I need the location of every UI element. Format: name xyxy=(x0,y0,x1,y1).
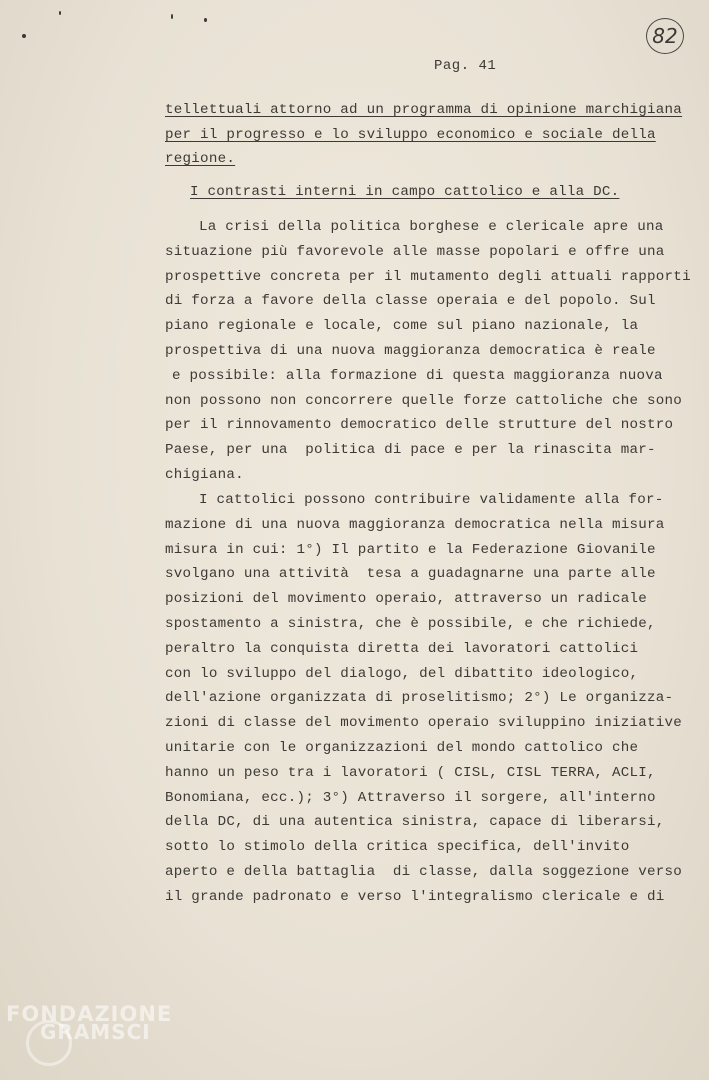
text-line: posizioni del movimento operaio, attraverso un radicale xyxy=(165,591,648,607)
text-line: I cattolici possono contribuire validamente alla for- xyxy=(199,492,664,508)
text-line: non possono non concorrere quelle forze cattoliche che sono xyxy=(165,393,683,409)
text-line: regione. xyxy=(165,151,236,167)
text-line: prospettive concreta per il mutamento degli attuali rapporti xyxy=(165,269,691,285)
section-heading: I contrasti interni in campo cattolico e alla DC. xyxy=(190,184,620,200)
ink-speck xyxy=(22,34,26,38)
text-line: hanno un peso tra i lavoratori ( CISL, CISL TERRA, ACLI, xyxy=(165,765,656,781)
text-line: il grande padronato e verso l'integralismo clericale e di xyxy=(165,889,665,905)
folio-number: 82 xyxy=(646,18,684,54)
text-line: Bonomiana, ecc.); 3°) Attraverso il sorgere, all'interno xyxy=(165,790,656,806)
text-line: peraltro la conquista diretta dei lavoratori cattolici xyxy=(165,641,639,657)
text-line: Paese, per una politica di pace e per la rinascita mar- xyxy=(165,442,656,458)
text-line: della DC, di una autentica sinistra, capace di liberarsi, xyxy=(165,814,665,830)
text-line: unitarie con le organizzazioni del mondo cattolico che xyxy=(165,740,639,756)
text-line: per il progresso e lo sviluppo economico e sociale della xyxy=(165,127,656,143)
text-line: mazione di una nuova maggioranza democratica nella misura xyxy=(165,517,665,533)
text-line: di forza a favore della classe operaia e del popolo. Sul xyxy=(165,293,656,309)
watermark-logo-text: GRAMSCI xyxy=(40,1020,151,1044)
text-line: La crisi della politica borghese e clericale apre una xyxy=(199,219,664,235)
text-line: spostamento a sinistra, che è possibile, e che richiede, xyxy=(165,616,656,632)
text-line: misura in cui: 1°) Il partito e la Federazione Giovanile xyxy=(165,542,656,558)
ink-speck xyxy=(204,18,207,22)
text-line: con lo sviluppo del dialogo, del dibattito ideologico, xyxy=(165,666,639,682)
text-line: chigiana. xyxy=(165,467,244,483)
text-line: situazione più favorevole alle masse popolari e offre una xyxy=(165,244,665,260)
text-line: dell'azione organizzata di proselitismo; 2°) Le organizza- xyxy=(165,690,674,706)
text-line: e possibile: alla formazione di questa maggioranza nuova xyxy=(172,368,663,384)
text-line: sotto lo stimolo della critica specifica, dell'invito xyxy=(165,839,630,855)
text-line: svolgano una attività tesa a guadagnarne una parte alle xyxy=(165,566,656,582)
text-line: per il rinnovamento democratico delle strutture del nostro xyxy=(165,417,674,433)
watermark-logo-text: FONDAZIONE xyxy=(6,1002,173,1026)
ink-speck xyxy=(59,11,61,15)
text-line: piano regionale e locale, come sul piano nazionale, la xyxy=(165,318,639,334)
ink-speck xyxy=(171,14,173,19)
text-line: tellettuali attorno ad un programma di opinione marchigiana xyxy=(165,102,683,118)
text-line: prospettiva di una nuova maggioranza democratica è reale xyxy=(165,343,656,359)
text-line: aperto e della battaglia di classe, dalla soggezione verso xyxy=(165,864,683,880)
text-line: zioni di classe del movimento operaio sviluppino iniziative xyxy=(165,715,683,731)
page-number: Pag. 41 xyxy=(434,58,497,74)
